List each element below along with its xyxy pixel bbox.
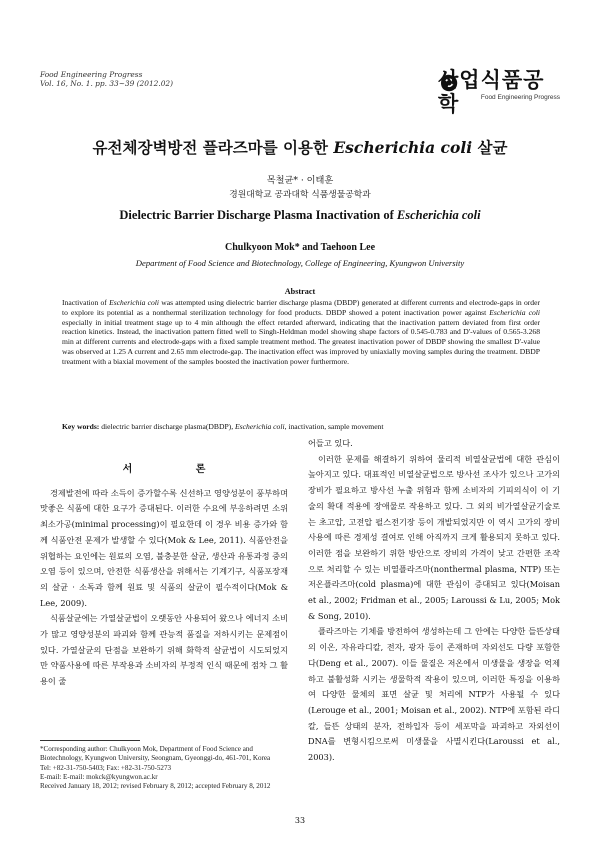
- abstract-species: Escherichia coli: [109, 298, 159, 307]
- section-heading-introduction: 서 론: [122, 464, 236, 475]
- affiliation-korean: 경원대학교 공과대학 식품생물공학과: [229, 190, 371, 200]
- footnote-email: E-mail: E-mail: mokck@kyungwon.ac.kr: [40, 772, 158, 781]
- title-korean-part: 유전체장벽방전 플라즈마를 이용한: [92, 138, 334, 157]
- abstract-body: [62, 298, 540, 366]
- logo-title: 산업식품공학: [438, 68, 545, 116]
- body-paragraph: 어들고 있다.: [308, 438, 353, 448]
- title-korean-suffix: 살균: [472, 138, 508, 157]
- abstract-text: was attempted using dielectric barrier discharge plasma (DBDP) generated at different currents and electrode-gaps in order to explore its potential as a nonthermal sterilization technology for food products. DBDP showed a potent inactivation power against: [62, 298, 540, 317]
- keywords-text: dielectric barrier discharge plasma(DBDP),: [99, 422, 235, 431]
- logo-subtitle: Food Engineering Progress: [480, 94, 560, 101]
- authors-english: Chulkyoon Mok* and Taehoon Lee: [224, 242, 376, 253]
- abstract-text: Inactivation of: [62, 298, 110, 307]
- footnote-received: Received January 18, 2012; revised February 8, 2012; accepted February 8, 2012: [40, 782, 271, 791]
- right-column: [308, 436, 560, 766]
- journal-header: [40, 70, 173, 89]
- affiliation-english: Department of Food Science and Biotechnology, College of Engineering, Kyungwon University: [135, 258, 465, 268]
- title-english-species: Escherichia coli: [396, 208, 481, 222]
- title-korean-species: Escherichia coli: [333, 138, 473, 157]
- body-paragraph: 식품살균에는 가열살균법이 오랫동안 사용되어 왔으나 에너지 소비가 많고 영양성분의 파괴와 함께 관능적 품질을 저하시키는 문제점이 있다. 가열살균의 단점을 보완하기 위해 화학적 살균법이 시도되었지만 약품사용에 따른 부작용과 소비자의 부정적 인식 때문에 점차 그 활용이 줄: [40, 613, 288, 687]
- abstract-species: Escherichia coli: [489, 307, 541, 317]
- footnote-corresponding: *Corresponding author: Chulkyoon Mok, Department of Food Science and Biotechnology, Kyungwon University, Seongnam, Gyeonggi-do, 461-701, Korea: [40, 745, 271, 763]
- journal-name: Food Engineering Progress: [40, 70, 143, 79]
- keywords-text: , inactivation, sample movement: [284, 422, 384, 431]
- footnote-phone: Tel: +82-31-750-5403; Fax: +82-31-750-5273: [40, 763, 172, 772]
- title-english-part: Dielectric Barrier Discharge Plasma Inactivation of: [119, 208, 397, 222]
- journal-logo: [438, 68, 560, 116]
- keywords: [62, 422, 540, 432]
- footnote: [40, 745, 290, 791]
- abstract-text: especially in initial treatment stage up to 4 min although the effect retarded afterward, indicating that the inactivation pattern deviated from first order reaction kinetics. Instead, the inactivation pattern fitted well to Singh-Heldman model showing shape factors of 0.545-0.783 and D'-values of 0.565-3.268 min at different currents and electrode-gaps with a fixed sample treatment method. The greatest inactivation power of DBDP showing the smallest D'-value was observed at 1.25 A current and 2.65 mm electrode-gap. The inactivation effect was improved by uniaxially moving samples during the treatment. DBDP treatment with a biaxial movement of the samples boosted the inactivation power furthermore.: [62, 317, 540, 366]
- body-paragraph: 경제발전에 따라 소득이 증가할수록 신선하고 영양성분이 풍부하며 맛좋은 식품에 대한 요구가 증대된다. 이러한 수요에 부응하려면 소위 최소가공(minimal processing)이 필요한데 이 경우 비용 증가와 함께 식품안전 문제가 발생할 수 있다(Mok & Lee, 2011). 식품안전을 위협하는 요인에는 원료의 오염, 불충분한 살균, 생산과 유통과정 중의 오염 등이 있으며, 안전한 식품생산을 위해서는 기계기구, 식품포장재의 살균 · 소독과 함께 원료 및 식품의 살균이 필수적이다(Mok & Lee, 2009).: [40, 487, 288, 608]
- body-paragraph: 플라즈마는 기체를 방전하여 생성하는데 그 안에는 다양한 들뜬상태의 이온, 자유라디칼, 전자, 광자 등이 존재하며 자외선도 다량 포함한다(Deng et al., 2007). 이들 물질은 저온에서 미생물을 생장을 억제하고 불활성화 시키는 생물학적 작용이 있으며, 이러한 특징을 이용하여 다양한 물체의 표면 살균 및 처리에 NTP가 사용될 수 있다(Lerouge et al., 2001; Moisan et al., 2002). NTP에 포함된 라디칼, 들뜬 상태의 분자, 전하입자 등이 세포막을 파괴하고 자외선이 DNA를 변형시킴으로써 미생물을 사멸시킨다(Laroussi et al., 2003).: [308, 626, 560, 763]
- body-paragraph: 이러한 문제를 해결하기 위하여 물리적 비열살균법에 대한 관심이 높아지고 있다. 대표적인 비열살균법으로 방사선 조사가 있으나 고가의 장비가 필요하고 방사선 누출 위험과 함께 소비자의 기피의식이 이 기술의 확대 적용에 장애물로 작용하고 있다. 그 외의 비가열살균기술로는 초고압, 고전압 펄스전기장 등이 개발되었지만 이 역시 고가의 장비 사용에 따른 경제성 결여로 인해 아직까지 크게 활용되지 못하고 있다. 이러한 점을 보완하기 위한 방안으로 장비의 가격이 낮고 간편한 조작으로 처리할 수 있는 비열플라즈마(nonthermal plasma, NTP) 또는 저온플라즈마(cold plasma)에 대한 관심이 증대되고 있다(Moisan et al., 2002; Fridman et al., 2005; Laroussi & Lu, 2005; Mok & Song, 2010).: [308, 453, 560, 621]
- keywords-label: Key words:: [62, 422, 100, 431]
- title-english: [0, 208, 600, 223]
- abstract-heading: Abstract: [284, 287, 316, 296]
- keywords-species: Escherichia coli: [235, 422, 285, 431]
- journal-issue: Vol. 16, No. 1. pp. 33~39 (2012.02): [40, 79, 173, 89]
- left-column: [40, 462, 288, 690]
- page-number: 33: [294, 816, 306, 825]
- authors-korean: 목철균* · 이태훈: [266, 175, 334, 186]
- title-korean: [0, 136, 600, 158]
- footnote-divider: [40, 740, 140, 741]
